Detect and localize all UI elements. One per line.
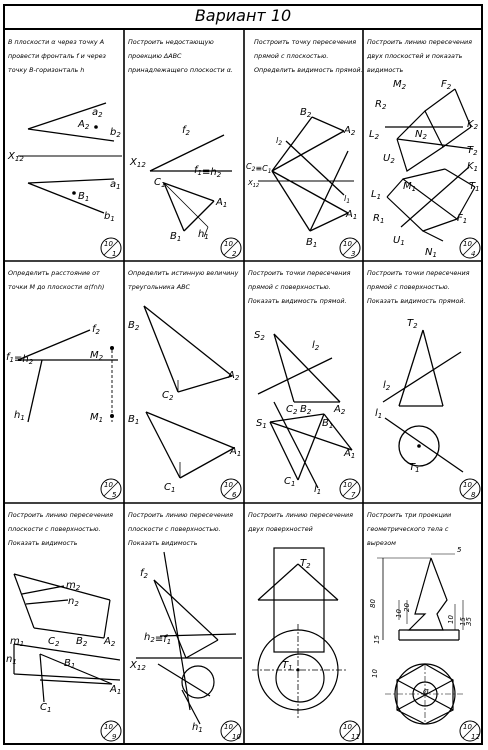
svg-text:1: 1 bbox=[112, 250, 117, 258]
svg-text:10: 10 bbox=[104, 481, 113, 489]
svg-text:B2: $B_2$ bbox=[300, 404, 312, 416]
svg-text:l2: $l_2$ bbox=[312, 340, 320, 352]
svg-text:C1: $C_1$ bbox=[164, 482, 176, 494]
task-cell-3 bbox=[244, 31, 363, 261]
svg-text:l1: $l_1$ bbox=[314, 484, 322, 496]
svg-text:U2: $U_2$ bbox=[383, 153, 395, 165]
task-text: Построить линию пересечения плоскости с поверхностью. Показать видимость bbox=[128, 511, 233, 547]
task-cell-5 bbox=[4, 262, 124, 503]
svg-text:n1: $n_1$ bbox=[6, 654, 17, 666]
task-text: В плоскости α через точку А провести фронталь f и через точку В-горизонталь h bbox=[8, 38, 106, 74]
svg-text:10: 10 bbox=[343, 481, 352, 489]
task-text: Построить линию пересечения плоскости с поверхностью. Показать видимость bbox=[8, 511, 113, 547]
svg-text:C2: $C_2$ bbox=[48, 636, 60, 648]
drawing bbox=[244, 31, 363, 261]
svg-text:l1: $l_1$ bbox=[375, 408, 383, 420]
svg-text:80: 80 bbox=[369, 599, 377, 608]
svg-text:B2: $B_2$ bbox=[300, 107, 312, 119]
svg-text:S1: $S_1$ bbox=[256, 418, 267, 430]
task-number-badge bbox=[340, 479, 360, 499]
svg-text:f2: $f_2$ bbox=[140, 568, 148, 580]
svg-text:B1: $B_1$ bbox=[128, 414, 140, 426]
svg-text:A1: $A_1$ bbox=[344, 448, 356, 460]
task-number-badge bbox=[101, 479, 121, 499]
svg-text:10: 10 bbox=[104, 723, 113, 731]
svg-text:L2: $L_2$ bbox=[369, 129, 380, 141]
svg-text:10: 10 bbox=[343, 723, 352, 731]
svg-text:X12: $X_{12}$ bbox=[130, 660, 146, 672]
svg-text:10: 10 bbox=[104, 240, 113, 248]
drawing bbox=[124, 504, 244, 745]
svg-text:35: 35 bbox=[465, 617, 473, 626]
svg-text:T1: $T_1$ bbox=[409, 462, 420, 474]
task-text: Определить расстояние от точки М до плоскости α(f∩h) bbox=[8, 269, 105, 291]
svg-text:6: 6 bbox=[232, 491, 237, 499]
svg-text:A2: $A_2$ bbox=[104, 636, 116, 648]
task-number-badge bbox=[101, 721, 121, 741]
task-number-badge bbox=[460, 238, 480, 258]
task-number-badge bbox=[460, 479, 480, 499]
svg-text:7: 7 bbox=[351, 491, 356, 499]
svg-text:a1: $a_1$ bbox=[110, 179, 121, 191]
svg-text:K2: $K_2$ bbox=[467, 119, 479, 131]
svg-text:10: 10 bbox=[224, 481, 233, 489]
svg-text:X12: $X_{12}$ bbox=[130, 157, 146, 169]
drawing bbox=[4, 31, 124, 261]
svg-text:10: 10 bbox=[463, 723, 472, 731]
svg-text:T1: $T_1$ bbox=[469, 181, 480, 193]
svg-text:B2: $B_2$ bbox=[76, 636, 88, 648]
svg-text:C2: $C_2$ bbox=[286, 404, 298, 416]
task-number-badge bbox=[221, 238, 241, 258]
svg-text:5: 5 bbox=[112, 491, 117, 499]
svg-text:m2: $m_2$ bbox=[66, 580, 81, 592]
svg-text:B2: $B_2$ bbox=[128, 320, 140, 332]
task-text: Построить точки пересечения прямой с поверхностью. Показать видимость прямой. bbox=[367, 269, 470, 305]
svg-text:B1: $B_1$ bbox=[170, 231, 182, 243]
task-cell-7 bbox=[244, 262, 363, 503]
svg-text:A1: $A_1$ bbox=[216, 197, 228, 209]
svg-text:N2: $N_2$ bbox=[415, 129, 427, 141]
svg-text:Ø: Ø bbox=[423, 688, 429, 696]
drawing bbox=[4, 504, 124, 745]
svg-text:10: 10 bbox=[343, 240, 352, 248]
task-number-badge bbox=[340, 721, 360, 741]
svg-text:C1: $C_1$ bbox=[40, 702, 52, 714]
task-number-badge bbox=[221, 479, 241, 499]
task-text: Построить недостающую проекцию ΔАВС принадлежащего плоскости α. bbox=[128, 38, 233, 74]
svg-text:15: 15 bbox=[459, 617, 467, 626]
svg-text:f1≡h2: $f_1\equiv h_2$ bbox=[194, 165, 222, 179]
svg-text:F2: $F_2$ bbox=[441, 79, 452, 91]
svg-text:R1: $R_1$ bbox=[373, 213, 385, 225]
drawing bbox=[363, 31, 483, 261]
drawing bbox=[363, 504, 483, 745]
task-cell-11 bbox=[244, 504, 363, 745]
task-cell-1 bbox=[4, 31, 124, 261]
svg-text:10: 10 bbox=[447, 615, 455, 624]
svg-text:h1: $h_1$ bbox=[198, 229, 209, 241]
svg-text:M2: $M_2$ bbox=[90, 350, 104, 362]
svg-text:h1: $h_1$ bbox=[14, 410, 25, 422]
svg-text:2: 2 bbox=[232, 250, 237, 258]
task-cell-6 bbox=[124, 262, 244, 503]
svg-text:X12: $X_{12}$ bbox=[248, 179, 260, 189]
page-title: Вариант 10 bbox=[3, 4, 483, 30]
task-cell-10 bbox=[124, 504, 244, 745]
drawing bbox=[124, 31, 244, 261]
svg-text:5: 5 bbox=[457, 546, 462, 554]
svg-text:8: 8 bbox=[471, 491, 476, 499]
svg-text:l2: $l_2$ bbox=[383, 380, 391, 392]
svg-text:F1: $F_1$ bbox=[457, 213, 468, 225]
svg-text:A2: $A_2$ bbox=[78, 119, 90, 131]
svg-text:3: 3 bbox=[351, 250, 356, 258]
svg-text:A1: $A_1$ bbox=[346, 209, 358, 221]
svg-text:h2≡f1: $h_2\equiv f_1$ bbox=[144, 632, 172, 646]
task-number-badge bbox=[221, 721, 241, 741]
task-text: Построить три проекции геометрического тела с вырезом bbox=[367, 511, 452, 547]
svg-text:C2: $C_2$ bbox=[162, 390, 174, 402]
drawing bbox=[363, 262, 483, 503]
svg-text:M2: $M_2$ bbox=[393, 79, 407, 91]
svg-text:10: 10 bbox=[232, 733, 241, 741]
task-text: Построить линию пересечения двух плоскостей и показать видимость bbox=[367, 38, 472, 74]
svg-text:A2: $A_2$ bbox=[344, 125, 356, 137]
task-cell-9 bbox=[4, 504, 124, 745]
svg-text:K1: $K_1$ bbox=[467, 161, 479, 173]
drawing bbox=[244, 262, 363, 503]
svg-text:B1: $B_1$ bbox=[306, 237, 318, 249]
svg-text:A2: $A_2$ bbox=[228, 370, 240, 382]
task-text: Построить точки пересечения прямой с поверхностью. Показать видимость прямой. bbox=[248, 269, 351, 305]
task-text: Определить истинную величину треугольника АВС bbox=[128, 269, 239, 291]
svg-text:X12: $X_{12}$ bbox=[8, 151, 24, 163]
task-number-badge bbox=[340, 238, 360, 258]
drawing bbox=[124, 262, 244, 503]
svg-text:10: 10 bbox=[371, 669, 379, 678]
svg-text:T1: $T_1$ bbox=[282, 660, 293, 672]
svg-text:b2: $b_2$ bbox=[110, 127, 121, 139]
svg-text:20: 20 bbox=[403, 603, 411, 612]
svg-text:10: 10 bbox=[224, 240, 233, 248]
drawing bbox=[4, 262, 124, 503]
svg-text:S2: $S_2$ bbox=[254, 330, 265, 342]
task-text: Построить линию пересечения двух поверхностей bbox=[248, 511, 353, 533]
task-cell-4 bbox=[363, 31, 483, 261]
task-cell-2 bbox=[124, 31, 244, 261]
svg-text:L1: $L_1$ bbox=[371, 189, 382, 201]
svg-text:11: 11 bbox=[351, 733, 360, 741]
task-number-badge bbox=[460, 721, 480, 741]
svg-text:10: 10 bbox=[463, 481, 472, 489]
svg-text:C2≡C1: $C_2\equiv C_1$ bbox=[246, 162, 272, 175]
svg-text:m1: $m_1$ bbox=[10, 636, 25, 648]
svg-text:15: 15 bbox=[373, 635, 381, 644]
svg-text:4: 4 bbox=[471, 250, 476, 258]
svg-text:C1: $C_1$ bbox=[154, 177, 166, 189]
svg-text:R2: $R_2$ bbox=[375, 99, 387, 111]
svg-text:B1: $B_1$ bbox=[78, 191, 90, 203]
svg-text:B1: $B_1$ bbox=[64, 658, 76, 670]
svg-text:f2: $f_2$ bbox=[92, 324, 100, 336]
svg-text:n2: $n_2$ bbox=[68, 596, 79, 608]
svg-text:A1: $A_1$ bbox=[230, 446, 242, 458]
svg-text:T2: $T_2$ bbox=[467, 145, 478, 157]
svg-text:f1≡h2: $f_1\equiv h_2$ bbox=[6, 352, 34, 366]
svg-text:b1: $b_1$ bbox=[104, 211, 115, 223]
task-cell-8 bbox=[363, 262, 483, 503]
task-text: Построить точку пересечения прямой с плоскостью. Определить видимость прямой. bbox=[254, 38, 363, 74]
svg-text:B1: $B_1$ bbox=[322, 418, 334, 430]
task-cell-12 bbox=[363, 504, 483, 745]
svg-text:9: 9 bbox=[112, 733, 117, 741]
svg-text:T2: $T_2$ bbox=[407, 318, 418, 330]
svg-text:C1: $C_1$ bbox=[284, 476, 296, 488]
svg-text:U1: $U_1$ bbox=[393, 235, 405, 247]
svg-text:12: 12 bbox=[471, 733, 480, 741]
svg-text:M1: $M_1$ bbox=[90, 412, 104, 424]
svg-text:10: 10 bbox=[463, 240, 472, 248]
svg-text:l1: $l_1$ bbox=[344, 194, 351, 205]
svg-text:N1: $N_1$ bbox=[425, 247, 437, 259]
svg-text:T2: $T_2$ bbox=[300, 558, 311, 570]
svg-text:l2: $l_2$ bbox=[276, 136, 283, 147]
svg-text:10: 10 bbox=[224, 723, 233, 731]
svg-text:M1: $M_1$ bbox=[403, 181, 417, 193]
task-number-badge bbox=[101, 238, 121, 258]
svg-text:h1: $h_1$ bbox=[192, 722, 203, 734]
drawing bbox=[244, 504, 363, 745]
svg-text:a2: $a_2$ bbox=[92, 107, 103, 119]
svg-text:f2: $f_2$ bbox=[182, 125, 190, 137]
svg-text:10: 10 bbox=[395, 609, 403, 618]
svg-text:A1: $A_1$ bbox=[110, 684, 122, 696]
svg-text:A2: $A_2$ bbox=[334, 404, 346, 416]
